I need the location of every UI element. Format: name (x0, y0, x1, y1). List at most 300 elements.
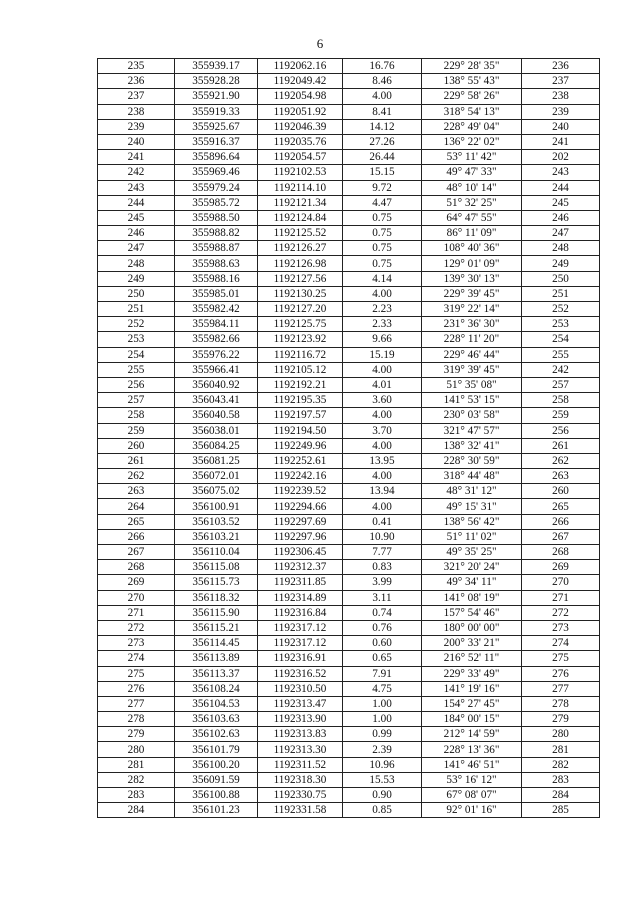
y-coordinate-cell: 1192035.76 (258, 134, 343, 149)
direction-angle-cell: 229° 28' 35" (422, 59, 522, 74)
distance-cell: 4.47 (343, 195, 422, 210)
y-coordinate-cell: 1192312.37 (258, 560, 343, 575)
y-coordinate-cell: 1192102.53 (258, 165, 343, 180)
distance-cell: 0.75 (343, 256, 422, 271)
table-row (98, 757, 600, 772)
point-number-cell: 248 (98, 256, 175, 271)
point-number-cell: 264 (98, 499, 175, 514)
next-point-cell: 240 (522, 119, 600, 134)
direction-angle-cell: 180° 00' 00" (422, 620, 522, 635)
coordinates-table-container (97, 58, 600, 818)
x-coordinate-cell: 356102.63 (175, 727, 258, 742)
y-coordinate-cell: 1192054.98 (258, 89, 343, 104)
table-row (98, 180, 600, 195)
y-coordinate-cell: 1192310.50 (258, 681, 343, 696)
table-row (98, 150, 600, 165)
distance-cell: 8.41 (343, 104, 422, 119)
point-number-cell: 279 (98, 727, 175, 742)
y-coordinate-cell: 1192049.42 (258, 74, 343, 89)
table-row (98, 636, 600, 651)
point-number-cell: 249 (98, 271, 175, 286)
y-coordinate-cell: 1192125.75 (258, 317, 343, 332)
distance-cell: 2.39 (343, 742, 422, 757)
distance-cell: 13.95 (343, 453, 422, 468)
next-point-cell: 276 (522, 666, 600, 681)
point-number-cell: 269 (98, 575, 175, 590)
point-number-cell: 277 (98, 696, 175, 711)
next-point-cell: 263 (522, 469, 600, 484)
point-number-cell: 271 (98, 605, 175, 620)
x-coordinate-cell: 356115.08 (175, 560, 258, 575)
y-coordinate-cell: 1192114.10 (258, 180, 343, 195)
x-coordinate-cell: 356115.90 (175, 605, 258, 620)
table-row (98, 560, 600, 575)
x-coordinate-cell: 356103.21 (175, 529, 258, 544)
y-coordinate-cell: 1192316.52 (258, 666, 343, 681)
next-point-cell: 271 (522, 590, 600, 605)
table-row (98, 119, 600, 134)
distance-cell: 27.26 (343, 134, 422, 149)
direction-angle-cell: 228° 11' 20" (422, 332, 522, 347)
y-coordinate-cell: 1192116.72 (258, 347, 343, 362)
distance-cell: 4.00 (343, 362, 422, 377)
next-point-cell: 281 (522, 742, 600, 757)
y-coordinate-cell: 1192051.92 (258, 104, 343, 119)
table-row (98, 772, 600, 787)
table-row (98, 469, 600, 484)
point-number-cell: 256 (98, 377, 175, 392)
direction-angle-cell: 138° 32' 41" (422, 438, 522, 453)
distance-cell: 4.14 (343, 271, 422, 286)
direction-angle-cell: 318° 44' 48" (422, 469, 522, 484)
table-row (98, 712, 600, 727)
table-row (98, 514, 600, 529)
point-number-cell: 237 (98, 89, 175, 104)
point-number-cell: 274 (98, 651, 175, 666)
direction-angle-cell: 318° 54' 13" (422, 104, 522, 119)
direction-angle-cell: 64° 47' 55" (422, 210, 522, 225)
next-point-cell: 267 (522, 529, 600, 544)
x-coordinate-cell: 355969.46 (175, 165, 258, 180)
direction-angle-cell: 229° 58' 26" (422, 89, 522, 104)
x-coordinate-cell: 355985.72 (175, 195, 258, 210)
distance-cell: 0.75 (343, 241, 422, 256)
direction-angle-cell: 49° 15' 31" (422, 499, 522, 514)
table-row (98, 89, 600, 104)
next-point-cell: 241 (522, 134, 600, 149)
x-coordinate-cell: 355939.17 (175, 59, 258, 74)
x-coordinate-cell: 356101.79 (175, 742, 258, 757)
direction-angle-cell: 51° 32' 25" (422, 195, 522, 210)
y-coordinate-cell: 1192316.84 (258, 605, 343, 620)
distance-cell: 0.99 (343, 727, 422, 742)
direction-angle-cell: 184° 00' 15" (422, 712, 522, 727)
distance-cell: 4.01 (343, 377, 422, 392)
x-coordinate-cell: 356075.02 (175, 484, 258, 499)
x-coordinate-cell: 355985.01 (175, 286, 258, 301)
direction-angle-cell: 92° 01' 16" (422, 803, 522, 818)
distance-cell: 0.85 (343, 803, 422, 818)
y-coordinate-cell: 1192046.39 (258, 119, 343, 134)
table-row (98, 59, 600, 74)
x-coordinate-cell: 355982.42 (175, 302, 258, 317)
direction-angle-cell: 229° 33' 49" (422, 666, 522, 681)
table-row (98, 742, 600, 757)
y-coordinate-cell: 1192294.66 (258, 499, 343, 514)
next-point-cell: 265 (522, 499, 600, 514)
table-row (98, 727, 600, 742)
table-row (98, 210, 600, 225)
table-row (98, 788, 600, 803)
x-coordinate-cell: 355916.37 (175, 134, 258, 149)
x-coordinate-cell: 356113.37 (175, 666, 258, 681)
distance-cell: 0.60 (343, 636, 422, 651)
point-number-cell: 261 (98, 453, 175, 468)
next-point-cell: 283 (522, 772, 600, 787)
y-coordinate-cell: 1192127.56 (258, 271, 343, 286)
table-row (98, 362, 600, 377)
next-point-cell: 243 (522, 165, 600, 180)
point-number-cell: 255 (98, 362, 175, 377)
point-number-cell: 242 (98, 165, 175, 180)
y-coordinate-cell: 1192062.16 (258, 59, 343, 74)
distance-cell: 15.15 (343, 165, 422, 180)
next-point-cell: 247 (522, 226, 600, 241)
x-coordinate-cell: 355919.33 (175, 104, 258, 119)
y-coordinate-cell: 1192125.52 (258, 226, 343, 241)
next-point-cell: 270 (522, 575, 600, 590)
point-number-cell: 284 (98, 803, 175, 818)
direction-angle-cell: 157° 54' 46" (422, 605, 522, 620)
point-number-cell: 243 (98, 180, 175, 195)
y-coordinate-cell: 1192317.12 (258, 620, 343, 635)
y-coordinate-cell: 1192313.90 (258, 712, 343, 727)
y-coordinate-cell: 1192313.47 (258, 696, 343, 711)
x-coordinate-cell: 355976.22 (175, 347, 258, 362)
direction-angle-cell: 51° 11' 02" (422, 529, 522, 544)
coordinates-table (97, 58, 600, 818)
point-number-cell: 250 (98, 286, 175, 301)
y-coordinate-cell: 1192124.84 (258, 210, 343, 225)
direction-angle-cell: 321° 47' 57" (422, 423, 522, 438)
table-row (98, 575, 600, 590)
y-coordinate-cell: 1192127.20 (258, 302, 343, 317)
y-coordinate-cell: 1192197.57 (258, 408, 343, 423)
next-point-cell: 246 (522, 210, 600, 225)
table-row (98, 423, 600, 438)
x-coordinate-cell: 356115.73 (175, 575, 258, 590)
distance-cell: 14.12 (343, 119, 422, 134)
table-row (98, 651, 600, 666)
point-number-cell: 239 (98, 119, 175, 134)
y-coordinate-cell: 1192121.34 (258, 195, 343, 210)
distance-cell: 15.53 (343, 772, 422, 787)
y-coordinate-cell: 1192194.50 (258, 423, 343, 438)
direction-angle-cell: 138° 55' 43" (422, 74, 522, 89)
table-row (98, 484, 600, 499)
x-coordinate-cell: 355988.82 (175, 226, 258, 241)
x-coordinate-cell: 355979.24 (175, 180, 258, 195)
y-coordinate-cell: 1192314.89 (258, 590, 343, 605)
direction-angle-cell: 53° 16' 12" (422, 772, 522, 787)
direction-angle-cell: 51° 35' 08" (422, 377, 522, 392)
direction-angle-cell: 319° 39' 45" (422, 362, 522, 377)
x-coordinate-cell: 355988.87 (175, 241, 258, 256)
direction-angle-cell: 141° 46' 51" (422, 757, 522, 772)
direction-angle-cell: 48° 31' 12" (422, 484, 522, 499)
y-coordinate-cell: 1192313.30 (258, 742, 343, 757)
direction-angle-cell: 53° 11' 42" (422, 150, 522, 165)
next-point-cell: 278 (522, 696, 600, 711)
next-point-cell: 256 (522, 423, 600, 438)
point-number-cell: 241 (98, 150, 175, 165)
direction-angle-cell: 86° 11' 09" (422, 226, 522, 241)
direction-angle-cell: 228° 13' 36" (422, 742, 522, 757)
direction-angle-cell: 141° 08' 19" (422, 590, 522, 605)
point-number-cell: 235 (98, 59, 175, 74)
distance-cell: 13.94 (343, 484, 422, 499)
next-point-cell: 236 (522, 59, 600, 74)
point-number-cell: 246 (98, 226, 175, 241)
next-point-cell: 255 (522, 347, 600, 362)
next-point-cell: 259 (522, 408, 600, 423)
point-number-cell: 265 (98, 514, 175, 529)
direction-angle-cell: 216° 52' 11" (422, 651, 522, 666)
y-coordinate-cell: 1192126.98 (258, 256, 343, 271)
x-coordinate-cell: 355984.11 (175, 317, 258, 332)
point-number-cell: 273 (98, 636, 175, 651)
table-row (98, 605, 600, 620)
distance-cell: 10.90 (343, 529, 422, 544)
point-number-cell: 270 (98, 590, 175, 605)
distance-cell: 0.83 (343, 560, 422, 575)
x-coordinate-cell: 356114.45 (175, 636, 258, 651)
table-row (98, 256, 600, 271)
table-row (98, 317, 600, 332)
distance-cell: 4.00 (343, 89, 422, 104)
next-point-cell: 275 (522, 651, 600, 666)
distance-cell: 4.00 (343, 499, 422, 514)
table-row (98, 286, 600, 301)
next-point-cell: 266 (522, 514, 600, 529)
y-coordinate-cell: 1192192.21 (258, 377, 343, 392)
x-coordinate-cell: 355966.41 (175, 362, 258, 377)
table-row (98, 134, 600, 149)
point-number-cell: 253 (98, 332, 175, 347)
distance-cell: 9.72 (343, 180, 422, 195)
direction-angle-cell: 228° 30' 59" (422, 453, 522, 468)
x-coordinate-cell: 356043.41 (175, 393, 258, 408)
next-point-cell: 244 (522, 180, 600, 195)
y-coordinate-cell: 1192126.27 (258, 241, 343, 256)
direction-angle-cell: 321° 20' 24" (422, 560, 522, 575)
next-point-cell: 280 (522, 727, 600, 742)
next-point-cell: 282 (522, 757, 600, 772)
x-coordinate-cell: 355982.66 (175, 332, 258, 347)
direction-angle-cell: 231° 36' 30" (422, 317, 522, 332)
next-point-cell: 248 (522, 241, 600, 256)
distance-cell: 10.96 (343, 757, 422, 772)
distance-cell: 3.11 (343, 590, 422, 605)
direction-angle-cell: 212° 14' 59" (422, 727, 522, 742)
point-number-cell: 258 (98, 408, 175, 423)
next-point-cell: 237 (522, 74, 600, 89)
direction-angle-cell: 141° 53' 15" (422, 393, 522, 408)
table-row (98, 408, 600, 423)
y-coordinate-cell: 1192252.61 (258, 453, 343, 468)
direction-angle-cell: 141° 19' 16" (422, 681, 522, 696)
y-coordinate-cell: 1192054.57 (258, 150, 343, 165)
distance-cell: 2.33 (343, 317, 422, 332)
next-point-cell: 257 (522, 377, 600, 392)
direction-angle-cell: 49° 35' 25" (422, 545, 522, 560)
table-row (98, 241, 600, 256)
point-number-cell: 263 (98, 484, 175, 499)
distance-cell: 15.19 (343, 347, 422, 362)
table-row (98, 803, 600, 818)
x-coordinate-cell: 356113.89 (175, 651, 258, 666)
distance-cell: 3.99 (343, 575, 422, 590)
next-point-cell: 254 (522, 332, 600, 347)
point-number-cell: 280 (98, 742, 175, 757)
next-point-cell: 202 (522, 150, 600, 165)
point-number-cell: 276 (98, 681, 175, 696)
x-coordinate-cell: 355988.16 (175, 271, 258, 286)
direction-angle-cell: 230° 03' 58" (422, 408, 522, 423)
next-point-cell: 274 (522, 636, 600, 651)
y-coordinate-cell: 1192318.30 (258, 772, 343, 787)
next-point-cell: 252 (522, 302, 600, 317)
table-row (98, 453, 600, 468)
distance-cell: 0.74 (343, 605, 422, 620)
y-coordinate-cell: 1192297.69 (258, 514, 343, 529)
y-coordinate-cell: 1192317.12 (258, 636, 343, 651)
next-point-cell: 269 (522, 560, 600, 575)
distance-cell: 0.90 (343, 788, 422, 803)
table-row (98, 332, 600, 347)
next-point-cell: 239 (522, 104, 600, 119)
y-coordinate-cell: 1192297.96 (258, 529, 343, 544)
distance-cell: 9.66 (343, 332, 422, 347)
table-row (98, 271, 600, 286)
next-point-cell: 272 (522, 605, 600, 620)
x-coordinate-cell: 356091.59 (175, 772, 258, 787)
direction-angle-cell: 108° 40' 36" (422, 241, 522, 256)
direction-angle-cell: 67° 08' 07" (422, 788, 522, 803)
distance-cell: 4.00 (343, 286, 422, 301)
table-row (98, 74, 600, 89)
y-coordinate-cell: 1192311.85 (258, 575, 343, 590)
x-coordinate-cell: 356110.04 (175, 545, 258, 560)
y-coordinate-cell: 1192330.75 (258, 788, 343, 803)
x-coordinate-cell: 356038.01 (175, 423, 258, 438)
y-coordinate-cell: 1192311.52 (258, 757, 343, 772)
table-row (98, 681, 600, 696)
point-number-cell: 268 (98, 560, 175, 575)
table-row (98, 347, 600, 362)
point-number-cell: 278 (98, 712, 175, 727)
distance-cell: 0.65 (343, 651, 422, 666)
point-number-cell: 281 (98, 757, 175, 772)
distance-cell: 1.00 (343, 696, 422, 711)
x-coordinate-cell: 355988.63 (175, 256, 258, 271)
y-coordinate-cell: 1192123.92 (258, 332, 343, 347)
next-point-cell: 268 (522, 545, 600, 560)
x-coordinate-cell: 356081.25 (175, 453, 258, 468)
next-point-cell: 285 (522, 803, 600, 818)
x-coordinate-cell: 356100.88 (175, 788, 258, 803)
table-row (98, 226, 600, 241)
point-number-cell: 262 (98, 469, 175, 484)
point-number-cell: 236 (98, 74, 175, 89)
point-number-cell: 259 (98, 423, 175, 438)
x-coordinate-cell: 356101.23 (175, 803, 258, 818)
table-row (98, 620, 600, 635)
y-coordinate-cell: 1192331.58 (258, 803, 343, 818)
point-number-cell: 244 (98, 195, 175, 210)
y-coordinate-cell: 1192130.25 (258, 286, 343, 301)
point-number-cell: 251 (98, 302, 175, 317)
point-number-cell: 267 (98, 545, 175, 560)
table-row (98, 590, 600, 605)
x-coordinate-cell: 356040.58 (175, 408, 258, 423)
distance-cell: 0.41 (343, 514, 422, 529)
next-point-cell: 253 (522, 317, 600, 332)
table-row (98, 104, 600, 119)
table-row (98, 666, 600, 681)
direction-angle-cell: 49° 47' 33" (422, 165, 522, 180)
x-coordinate-cell: 356072.01 (175, 469, 258, 484)
direction-angle-cell: 48° 10' 14" (422, 180, 522, 195)
distance-cell: 0.76 (343, 620, 422, 635)
distance-cell: 1.00 (343, 712, 422, 727)
table-row (98, 499, 600, 514)
next-point-cell: 262 (522, 453, 600, 468)
direction-angle-cell: 228° 49' 04" (422, 119, 522, 134)
distance-cell: 4.00 (343, 408, 422, 423)
distance-cell: 4.75 (343, 681, 422, 696)
next-point-cell: 238 (522, 89, 600, 104)
x-coordinate-cell: 355928.28 (175, 74, 258, 89)
y-coordinate-cell: 1192195.35 (258, 393, 343, 408)
x-coordinate-cell: 356115.21 (175, 620, 258, 635)
table-row (98, 195, 600, 210)
distance-cell: 7.77 (343, 545, 422, 560)
next-point-cell: 258 (522, 393, 600, 408)
next-point-cell: 260 (522, 484, 600, 499)
table-row (98, 393, 600, 408)
coordinates-table-body (98, 59, 600, 818)
point-number-cell: 240 (98, 134, 175, 149)
table-row (98, 438, 600, 453)
distance-cell: 7.91 (343, 666, 422, 681)
direction-angle-cell: 138° 56' 42" (422, 514, 522, 529)
direction-angle-cell: 139° 30' 13" (422, 271, 522, 286)
y-coordinate-cell: 1192249.96 (258, 438, 343, 453)
x-coordinate-cell: 356118.32 (175, 590, 258, 605)
direction-angle-cell: 229° 39' 45" (422, 286, 522, 301)
distance-cell: 3.60 (343, 393, 422, 408)
distance-cell: 16.76 (343, 59, 422, 74)
next-point-cell: 251 (522, 286, 600, 301)
distance-cell: 26.44 (343, 150, 422, 165)
x-coordinate-cell: 356104.53 (175, 696, 258, 711)
table-row (98, 165, 600, 180)
next-point-cell: 245 (522, 195, 600, 210)
next-point-cell: 250 (522, 271, 600, 286)
distance-cell: 3.70 (343, 423, 422, 438)
page-number: 6 (316, 36, 324, 51)
